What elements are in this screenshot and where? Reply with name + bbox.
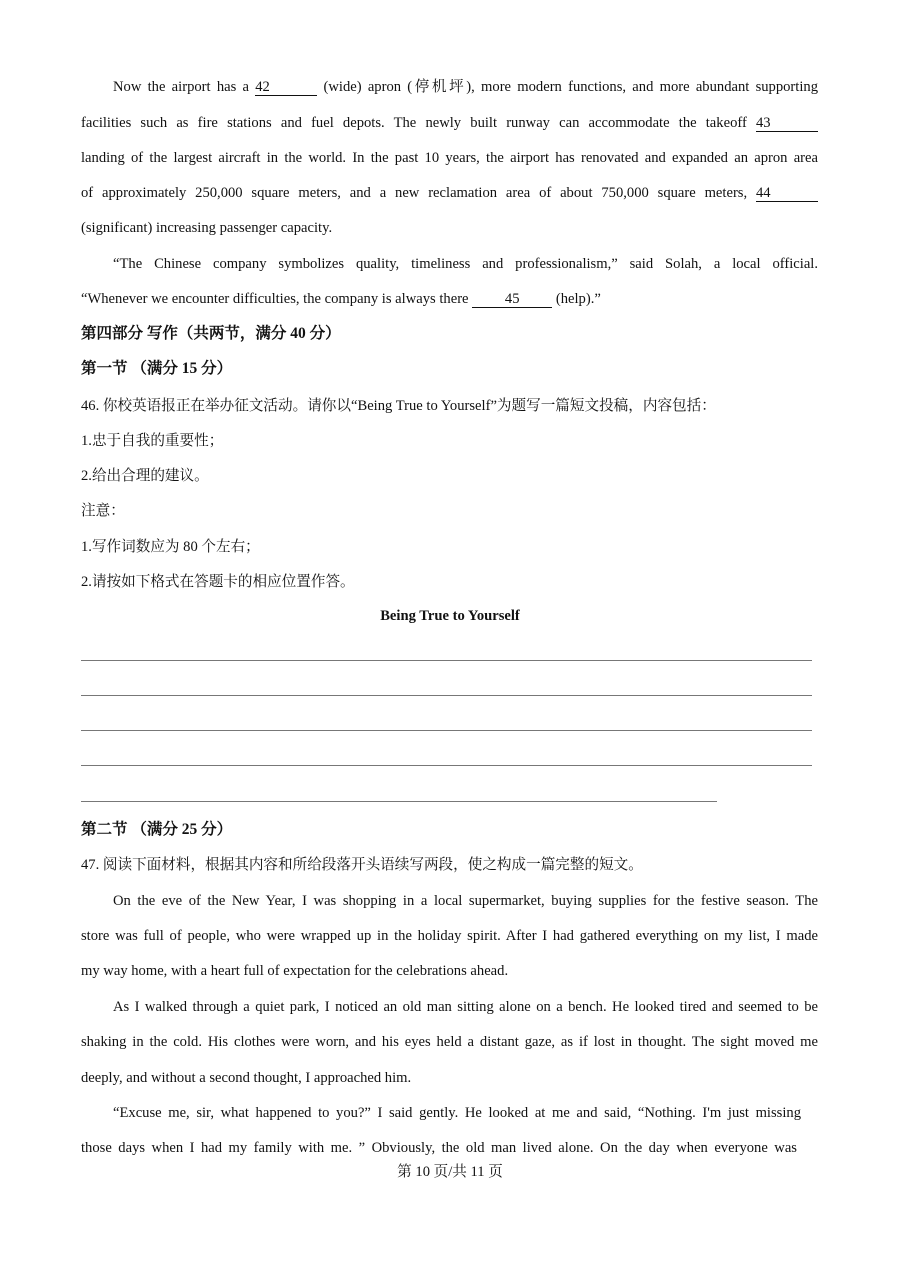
part4-heading: 第四部分 写作（共两节，满分 40 分） xyxy=(81,325,341,342)
note-item: 2.请按如下格式在答题卡的相应位置作答。 xyxy=(81,574,355,590)
passage-line: “Whenever we encounter difficulties, the company is always there 45 (help).” xyxy=(81,291,601,307)
passage-line: Now the airport has a 42 (wide) apron (停机坪), more modern functions, and more abundant supporting xyxy=(113,79,818,95)
answer-line xyxy=(81,765,812,766)
blank-44: 44 xyxy=(756,185,818,202)
story-line: my way home, with a heart full of expectation for the celebrations ahead. xyxy=(81,963,509,979)
note-item: 1.写作词数应为 80 个左右； xyxy=(81,539,260,555)
page-footer: 第 10 页/共 11 页 xyxy=(397,1164,503,1180)
content-point: 2.给出合理的建议。 xyxy=(81,468,209,484)
passage-line: of approximately 250,000 square meters, and a new reclamation area of about 750,000 square meters, 44 xyxy=(81,183,818,203)
answer-line xyxy=(81,695,812,696)
story-line: deeply, and without a second thought, I approached him. xyxy=(81,1070,412,1086)
passage-line: landing of the largest aircraft in the world. In the past 10 years, the airport has renovated and expanded an apron area xyxy=(81,150,818,166)
story-line: As I walked through a quiet park, I noticed an old man sitting alone on a bench. He looked tired and seemed to be xyxy=(113,999,818,1015)
story-line: “Excuse me, sir, what happened to you?” I said gently. He looked at me and said, “Nothing. I'm just missing xyxy=(113,1105,801,1121)
story-line: store was full of people, who were wrapped up in the holiday spirit. After I had gathered everything on my list, I made xyxy=(81,928,818,944)
note-label: 注意： xyxy=(81,503,125,519)
essay-title: Being True to Yourself xyxy=(380,608,520,624)
question-46: 46. 你校英语报正在举办征文活动。请你以“Being True to Yourself”为题写一篇短文投稿，内容包括： xyxy=(81,398,716,414)
blank-43: 43 xyxy=(756,115,818,132)
blank-42: 42 xyxy=(255,79,317,96)
passage-line: “The Chinese company symbolizes quality, timeliness and professionalism,” said Solah, a local official. xyxy=(113,256,818,272)
content-point: 1.忠于自我的重要性； xyxy=(81,433,224,449)
passage-line: facilities such as fire stations and fuel depots. The newly built runway can accommodate the takeoff 43 xyxy=(81,113,818,133)
answer-line xyxy=(81,730,812,731)
answer-line xyxy=(81,660,812,661)
section2-heading: 第二节 （满分 25 分） xyxy=(81,821,233,838)
passage-line: (significant) increasing passenger capacity. xyxy=(81,220,333,236)
story-line: On the eve of the New Year, I was shopping in a local supermarket, buying supplies for the festive season. The xyxy=(113,893,818,909)
answer-line xyxy=(81,801,717,802)
question-47: 47. 阅读下面材料，根据其内容和所给段落开头语续写两段，使之构成一篇完整的短文。 xyxy=(81,857,643,873)
blank-45: 45 xyxy=(472,291,552,308)
story-line: those days when I had my family with me. ” Obviously, the old man lived alone. On the day when everyone was xyxy=(81,1140,797,1156)
story-line: shaking in the cold. His clothes were worn, and his eyes held a distant gaze, as if lost in thought. The sight moved me xyxy=(81,1034,818,1050)
section1-heading: 第一节 （满分 15 分） xyxy=(81,360,233,377)
